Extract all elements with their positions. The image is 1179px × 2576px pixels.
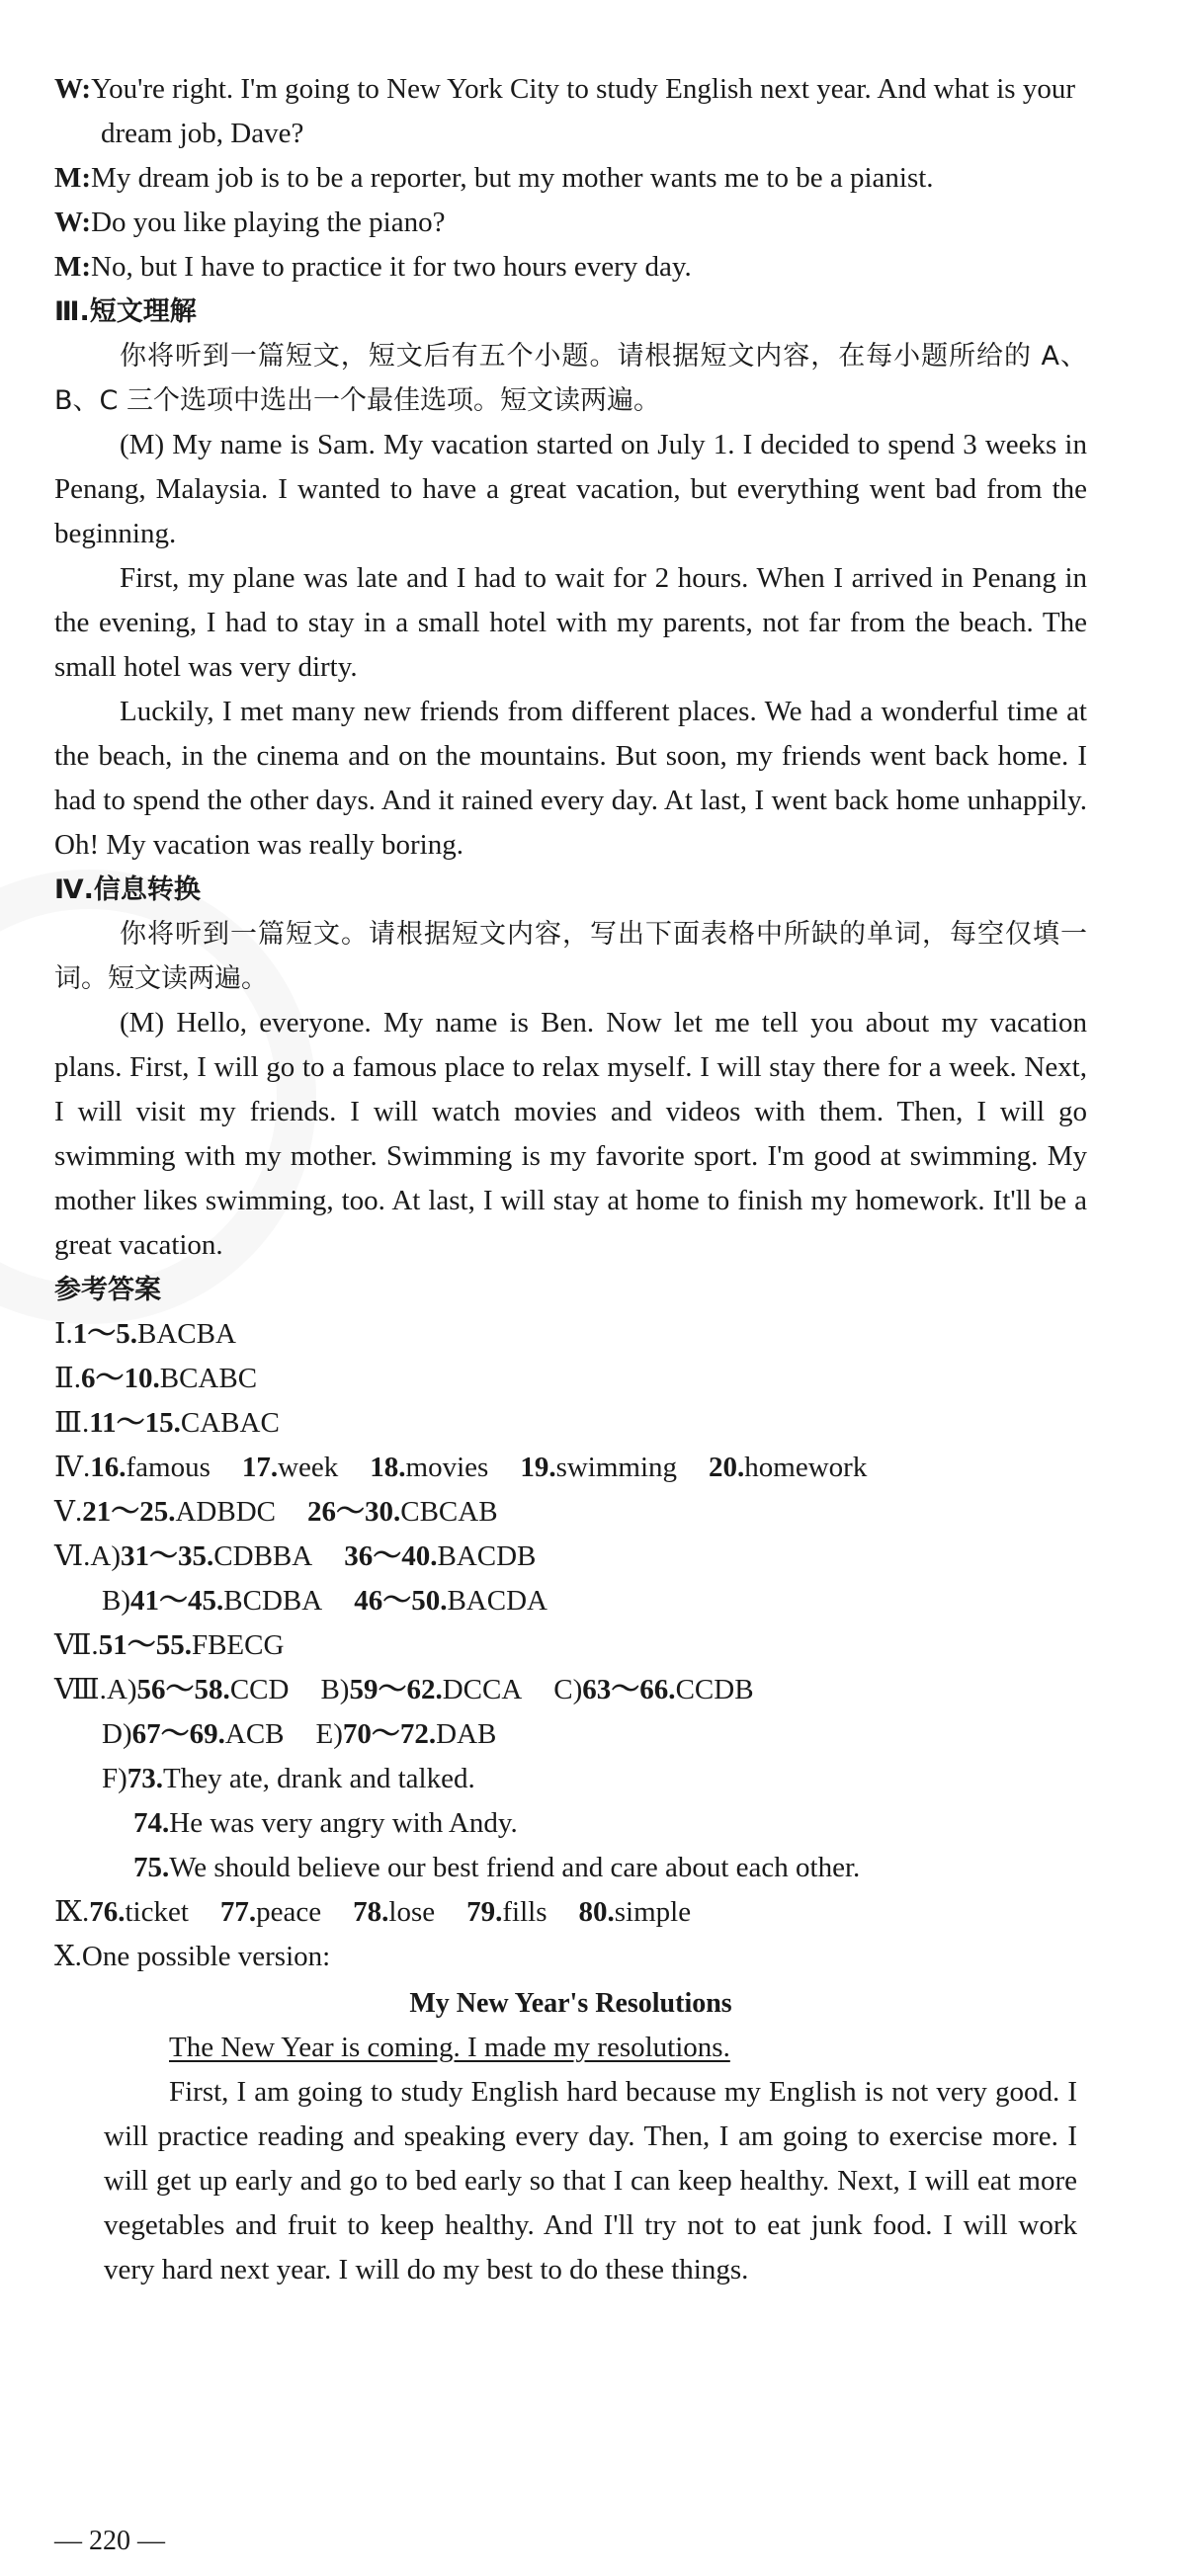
answer-row-ix: Ⅸ.76.ticket 77.peace 78.lose 79.fills 80.simple: [54, 1896, 692, 1928]
answer-row-vi-b: B)41～45.BCDBA 46～50.BACDA: [102, 1585, 547, 1617]
page-number: — 220 —: [54, 2526, 165, 2556]
answer-key: [54, 1312, 1087, 1979]
section-4-paragraph: (M) Hello, everyone. My name is Ben. Now let me tell you about my vacation plans. First, I will go to a famous place to relax myself. I will stay there for a week. Next, I will visit my friends. I will watch movies and videos with them. Then, I will go swimming with my mother. Swimming is my favorite sport. I'm good at swimming. My mother likes swimming, too. At last, I will stay at home to finish my homework. It'll be a great vacation.: [54, 1007, 1087, 1261]
answer-row-viii-f74: 74.He was very angry with Andy.: [133, 1807, 518, 1839]
section-3-paragraph: (M) My name is Sam. My vacation started on July 1. I decided to spend 3 weeks in Penang, Malaysia. I wanted to have a great vacation, but everything went bad from the beginning.: [54, 429, 1087, 549]
answer-row-viii-f73: F)73.They ate, drank and talked.: [102, 1763, 475, 1794]
section-3-instruction: 你将听到一篇短文，短文后有五个小题。请根据短文内容，在每小题所给的 A、B、C 三个选项中选出一个最佳选项。短文读两遍。: [54, 341, 1087, 416]
answer-row-iv: Ⅳ.16.famous 17.week 18.movies 19.swimming 20.homework: [54, 1452, 868, 1483]
section-4-heading: Ⅳ.信息转换: [54, 874, 201, 905]
section-3-paragraph: Luckily, I met many new friends from different places. We had a wonderful time at the beach, in the cinema and on the mountains. But soon, my friends went back home. I had to spend the other days. And it rained every day. At last, I went back home unhappily. Oh! My vacation was really boring.: [54, 696, 1087, 861]
answer-row-iii: Ⅲ.11～15.CABAC: [54, 1407, 280, 1439]
essay-opening: The New Year is coming. I made my resolutions.: [169, 2032, 730, 2063]
dialogue-line: W:Do you like playing the piano?: [54, 207, 446, 238]
dialogue-line: M:No, but I have to practice it for two hours every day.: [54, 251, 692, 283]
section-3-paragraph: First, my plane was late and I had to wait for 2 hours. When I arrived in Penang in the evening, I had to stay in a small hotel with my parents, not far from the beach. The small hotel was very dirty.: [54, 562, 1087, 683]
dialogue-line: W:You're right. I'm going to New York City to study English next year. And what is your dream job, Dave?: [54, 73, 1075, 149]
essay-title: My New Year's Resolutions: [409, 1988, 732, 2019]
essay-body: [54, 2026, 1087, 2292]
answer-row-i: Ⅰ.1～5.BACBA: [54, 1318, 236, 1350]
answer-row-x: Ⅹ.One possible version:: [54, 1941, 331, 1972]
section-3-heading: Ⅲ.短文理解: [54, 296, 197, 327]
answer-row-vi-a: Ⅵ.A)31～35.CDBBA 36～40.BACDB: [54, 1540, 537, 1572]
answer-row-ii: Ⅱ.6～10.BCABC: [54, 1363, 258, 1394]
section-4-instruction: 你将听到一篇短文。请根据短文内容，写出下面表格中所缺的单词，每空仅填一词。短文读两遍。: [54, 919, 1087, 994]
answers-heading: 参考答案: [54, 1275, 161, 1305]
answer-row-vii: Ⅶ.51～55.FBECG: [54, 1629, 285, 1661]
answer-row-viii-de: D)67～69.ACB E)70～72.DAB: [102, 1718, 497, 1750]
dialogue-line: M:My dream job is to be a reporter, but my mother wants me to be a pianist.: [54, 162, 934, 194]
answer-row-viii-abc: Ⅷ.A)56～58.CCD B)59～62.DCCA C)63～66.CCDB: [54, 1674, 754, 1705]
answer-row-v: Ⅴ.21～25.ADBDC 26～30.CBCAB: [54, 1496, 498, 1528]
essay-paragraph: First, I am going to study English hard because my English is not very good. I will practice reading and speaking every day. Then, I am going to exercise more. I will get up early and go to bed early so that I can keep healthy. Next, I will eat more vegetables and fruit to keep healthy. And I'll try not to eat junk food. I will work very hard next year. I will do my best to do these things.: [104, 2076, 1077, 2285]
text-column: [54, 67, 1087, 2292]
answer-row-viii-f75: 75.We should believe our best friend and care about each other.: [133, 1852, 861, 1883]
